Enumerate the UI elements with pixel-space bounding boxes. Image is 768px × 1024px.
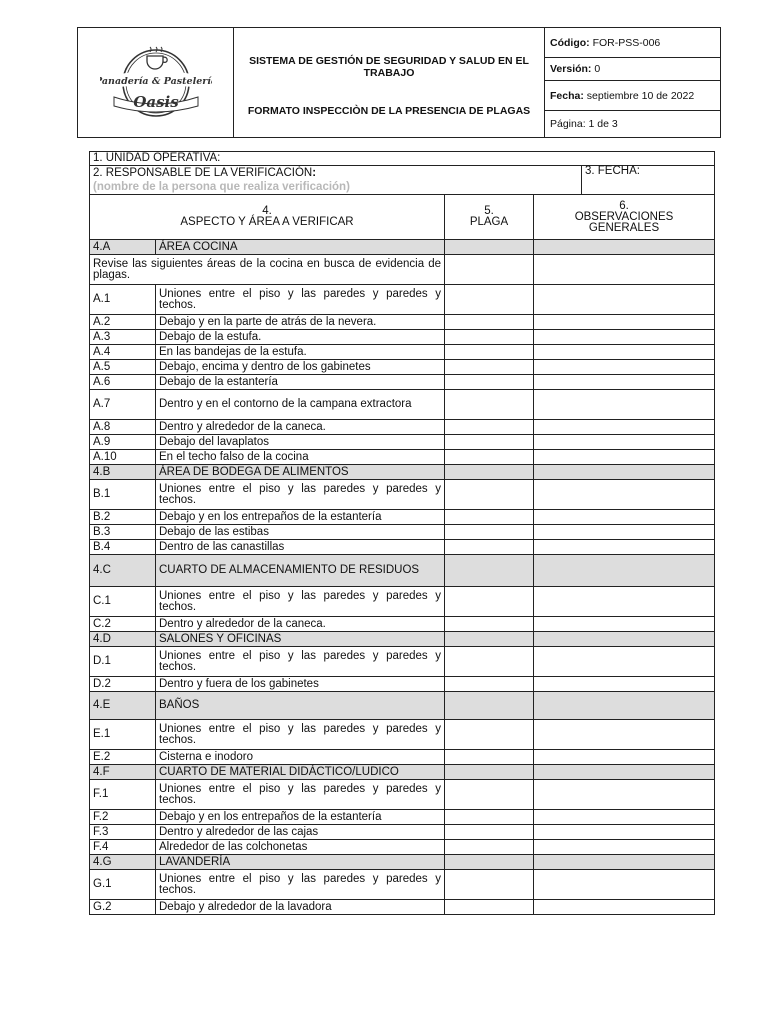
version-value: 0 (594, 63, 601, 75)
version-label: Versión: (550, 63, 592, 75)
checklist-row (90, 525, 715, 540)
section-code: 4.F (90, 765, 156, 780)
observaciones-cell[interactable] (534, 525, 715, 540)
item-code: A.3 (90, 330, 156, 345)
item-description: Debajo de la estantería (156, 375, 445, 390)
section-row (90, 555, 715, 587)
observaciones-cell[interactable] (534, 390, 715, 420)
item-description: Debajo de las estibas (156, 525, 445, 540)
plaga-cell[interactable] (445, 555, 534, 587)
item-description: Uniones entre el piso y las paredes y paredes y techos. (156, 285, 445, 315)
section-code: 4.E (90, 692, 156, 720)
item-code: A.2 (90, 315, 156, 330)
item-code: A.6 (90, 375, 156, 390)
item-code: A.4 (90, 345, 156, 360)
plaga-cell[interactable] (445, 540, 534, 555)
item-description: En el techo falso de la cocina (156, 450, 445, 465)
inspection-table (89, 151, 715, 915)
col-header-obs-num: 6. (619, 199, 629, 212)
observaciones-cell[interactable] (534, 510, 715, 525)
observaciones-cell[interactable] (534, 450, 715, 465)
checklist-row (90, 315, 715, 330)
plaga-cell[interactable] (445, 390, 534, 420)
unidad-operativa-field[interactable]: 1. UNIDAD OPERATIVA: (90, 152, 715, 166)
checklist-row (90, 480, 715, 510)
plaga-cell[interactable] (445, 780, 534, 810)
plaga-cell[interactable] (445, 375, 534, 390)
observaciones-cell[interactable] (534, 870, 715, 900)
checklist-row (90, 840, 715, 855)
item-description: Uniones entre el piso y las paredes y paredes y techos. (156, 720, 445, 750)
section-row (90, 692, 715, 720)
observaciones-cell[interactable] (534, 692, 715, 720)
plaga-cell[interactable] (445, 360, 534, 375)
section-title: SALONES Y OFICINAS (156, 632, 445, 647)
item-description: Dentro y alrededor de las cajas (156, 825, 445, 840)
section-title: BAÑOS (156, 692, 445, 720)
checklist-row (90, 345, 715, 360)
observaciones-cell[interactable] (534, 632, 715, 647)
plaga-cell[interactable] (445, 632, 534, 647)
plaga-cell[interactable] (445, 840, 534, 855)
observaciones-cell[interactable] (534, 345, 715, 360)
section-row (90, 855, 715, 870)
plaga-cell[interactable] (445, 450, 534, 465)
observaciones-cell[interactable] (534, 555, 715, 587)
item-code: A.8 (90, 420, 156, 435)
checklist-row (90, 330, 715, 345)
section-code: 4.A (90, 240, 156, 255)
section-code: 4.D (90, 632, 156, 647)
item-code: D.1 (90, 647, 156, 677)
section-row (90, 765, 715, 780)
fecha-cell (545, 81, 721, 111)
checklist-row (90, 720, 715, 750)
plaga-cell[interactable] (445, 525, 534, 540)
checklist-row (90, 750, 715, 765)
observaciones-cell[interactable] (534, 375, 715, 390)
item-description: Dentro y en el contorno de la campana extractora (156, 390, 445, 420)
checklist-row (90, 390, 715, 420)
pagina-cell: Página: 1 de 3 (545, 111, 721, 138)
observaciones-cell[interactable] (534, 840, 715, 855)
item-code: A.10 (90, 450, 156, 465)
checklist-row (90, 677, 715, 692)
plaga-cell[interactable] (445, 810, 534, 825)
logo-cell (78, 28, 234, 138)
item-description: Debajo, encima y dentro de los gabinetes (156, 360, 445, 375)
item-description: Uniones entre el piso y las paredes y paredes y techos. (156, 587, 445, 617)
plaga-cell[interactable] (445, 285, 534, 315)
section-title: CUARTO DE MATERIAL DIDÁCTICO/LUDICO (156, 765, 445, 780)
item-code: B.1 (90, 480, 156, 510)
plaga-cell[interactable] (445, 420, 534, 435)
observaciones-cell[interactable] (534, 540, 715, 555)
header-titles (234, 28, 545, 138)
item-code: C.2 (90, 617, 156, 632)
observaciones-cell[interactable] (534, 855, 715, 870)
item-code: F.2 (90, 810, 156, 825)
bakery-logo (100, 41, 212, 121)
fecha-field-label: 3. FECHA: (585, 165, 640, 177)
checklist-row (90, 647, 715, 677)
checklist-row (90, 420, 715, 435)
observaciones-cell[interactable] (534, 330, 715, 345)
item-description: Uniones entre el piso y las paredes y paredes y techos. (156, 480, 445, 510)
item-description: Debajo y en los entrepaños de la estantería (156, 810, 445, 825)
item-code: A.9 (90, 435, 156, 450)
col-header-plaga-label: PLAGA (469, 216, 509, 228)
col-header-aspecto (90, 195, 445, 240)
plaga-cell[interactable] (445, 465, 534, 480)
col-header-obs-line1: OBSERVACIONES (574, 210, 674, 223)
responsable-field[interactable] (90, 166, 582, 181)
checklist-row (90, 510, 715, 525)
fecha-value: septiembre 10 de 2022 (586, 89, 695, 102)
plaga-cell[interactable] (445, 647, 534, 677)
item-description: Alrededor de las colchonetas (156, 840, 445, 855)
item-code: A.1 (90, 285, 156, 315)
item-description: En las bandejas de la estufa. (156, 345, 445, 360)
observaciones-cell[interactable] (534, 435, 715, 450)
col-header-obs-line2: GENERALES (588, 221, 660, 234)
item-code: B.4 (90, 540, 156, 555)
col-header-observaciones (534, 195, 715, 240)
plaga-cell[interactable] (445, 315, 534, 330)
observaciones-cell[interactable] (534, 617, 715, 632)
observaciones-cell[interactable] (534, 240, 715, 255)
checklist-row (90, 360, 715, 375)
item-code: F.4 (90, 840, 156, 855)
item-code: A.5 (90, 360, 156, 375)
system-title: SISTEMA DE GESTIÓN DE SEGURIDAD Y SALUD EN EL TRABAJO (249, 54, 529, 79)
item-code: D.2 (90, 677, 156, 692)
observaciones-cell[interactable] (534, 720, 715, 750)
fecha-field[interactable] (582, 166, 715, 195)
item-code: F.1 (90, 780, 156, 810)
section-code: 4.G (90, 855, 156, 870)
section-row (90, 632, 715, 647)
plaga-cell[interactable] (445, 345, 534, 360)
plaga-cell[interactable] (445, 435, 534, 450)
section-title: LAVANDERÍA (156, 855, 445, 870)
plaga-cell[interactable] (445, 692, 534, 720)
checklist-row (90, 870, 715, 900)
item-code: G.1 (90, 870, 156, 900)
item-description: Debajo y en los entrepaños de la estantería (156, 510, 445, 525)
item-code: E.1 (90, 720, 156, 750)
section-title: ÁREA DE BODEGA DE ALIMENTOS (156, 465, 445, 480)
item-description: Uniones entre el piso y las paredes y paredes y techos. (156, 647, 445, 677)
codigo-value: FOR-PSS-006 (592, 36, 661, 49)
plaga-cell[interactable] (445, 825, 534, 840)
codigo-cell (545, 28, 721, 58)
col-header-aspecto-label: ASPECTO Y ÁREA A VERIFICAR (180, 216, 354, 228)
logo-text-line2: Oasis (132, 93, 179, 111)
checklist-row (90, 780, 715, 810)
item-code: A.7 (90, 390, 156, 420)
fecha-label: Fecha: (550, 89, 584, 102)
item-description: Debajo de la estufa. (156, 330, 445, 345)
checklist-row (90, 375, 715, 390)
instruction-text: Revise las siguientes áreas de la cocina en busca de evidencia de plagas. (90, 255, 445, 285)
observaciones-cell[interactable] (534, 420, 715, 435)
version-cell (545, 58, 721, 81)
format-title: FORMATO INSPECCIÒN DE LA PRESENCIA DE PLAGAS (247, 104, 531, 117)
checklist-row (90, 285, 715, 315)
item-code: F.3 (90, 825, 156, 840)
observaciones-cell[interactable] (534, 255, 715, 285)
plaga-cell[interactable] (445, 750, 534, 765)
codigo-label: Código: (550, 36, 590, 49)
plaga-cell[interactable] (445, 587, 534, 617)
observaciones-cell[interactable] (534, 480, 715, 510)
responsable-hint: (nombre de la persona que realiza verificación) (90, 181, 582, 195)
responsable-colon: : (312, 166, 317, 179)
observaciones-cell[interactable] (534, 285, 715, 315)
observaciones-cell[interactable] (534, 587, 715, 617)
item-description: Uniones entre el piso y las paredes y paredes y techos. (156, 870, 445, 900)
section-title: ÁREA COCINA (156, 240, 445, 255)
item-code: B.2 (90, 510, 156, 525)
item-code: E.2 (90, 750, 156, 765)
plaga-cell[interactable] (445, 255, 534, 285)
checklist-row (90, 900, 715, 915)
item-code: G.2 (90, 900, 156, 915)
item-description: Dentro y alrededor de la caneca. (156, 420, 445, 435)
plaga-cell[interactable] (445, 617, 534, 632)
plaga-cell[interactable] (445, 720, 534, 750)
checklist-row (90, 450, 715, 465)
plaga-cell[interactable] (445, 480, 534, 510)
plaga-cell[interactable] (445, 330, 534, 345)
item-description: Uniones entre el piso y las paredes y paredes y techos. (156, 780, 445, 810)
item-description: Debajo del lavaplatos (156, 435, 445, 450)
logo-text-line1: Panadería & Pastelería (99, 76, 212, 87)
observaciones-cell[interactable] (534, 360, 715, 375)
plaga-cell[interactable] (445, 510, 534, 525)
plaga-cell[interactable] (445, 900, 534, 915)
col-header-aspecto-num: 4. (262, 205, 272, 217)
checklist-row (90, 587, 715, 617)
responsable-label: 2. RESPONSABLE DE LA VERIFICACIÓN (93, 166, 313, 179)
observaciones-cell[interactable] (534, 315, 715, 330)
col-header-plaga (445, 195, 534, 240)
section-code: 4.C (90, 555, 156, 587)
plaga-cell[interactable] (445, 855, 534, 870)
item-description: Dentro y fuera de los gabinetes (156, 677, 445, 692)
section-row (90, 240, 715, 255)
plaga-cell[interactable] (445, 870, 534, 900)
plaga-cell[interactable] (445, 677, 534, 692)
observaciones-cell[interactable] (534, 825, 715, 840)
checklist-row (90, 825, 715, 840)
observaciones-cell[interactable] (534, 465, 715, 480)
observaciones-cell[interactable] (534, 810, 715, 825)
item-description: Dentro y alrededor de la caneca. (156, 617, 445, 632)
observaciones-cell[interactable] (534, 780, 715, 810)
instruction-row (90, 255, 715, 285)
checklist-row (90, 435, 715, 450)
plaga-cell[interactable] (445, 765, 534, 780)
item-description: Debajo y alrededor de la lavadora (156, 900, 445, 915)
observaciones-cell[interactable] (534, 750, 715, 765)
checklist-row (90, 810, 715, 825)
checklist-row (90, 540, 715, 555)
observaciones-cell[interactable] (534, 765, 715, 780)
section-title: CUARTO DE ALMACENAMIENTO DE RESIDUOS (156, 555, 445, 587)
item-code: C.1 (90, 587, 156, 617)
item-description: Dentro de las canastillas (156, 540, 445, 555)
document-header (77, 27, 721, 138)
col-header-plaga-num: 5. (484, 205, 494, 217)
item-description: Cisterna e inodoro (156, 750, 445, 765)
checklist-row (90, 617, 715, 632)
item-description: Debajo y en la parte de atrás de la nevera. (156, 315, 445, 330)
section-row (90, 465, 715, 480)
observaciones-cell[interactable] (534, 647, 715, 677)
observaciones-cell[interactable] (534, 900, 715, 915)
observaciones-cell[interactable] (534, 677, 715, 692)
plaga-cell[interactable] (445, 240, 534, 255)
section-code: 4.B (90, 465, 156, 480)
item-code: B.3 (90, 525, 156, 540)
